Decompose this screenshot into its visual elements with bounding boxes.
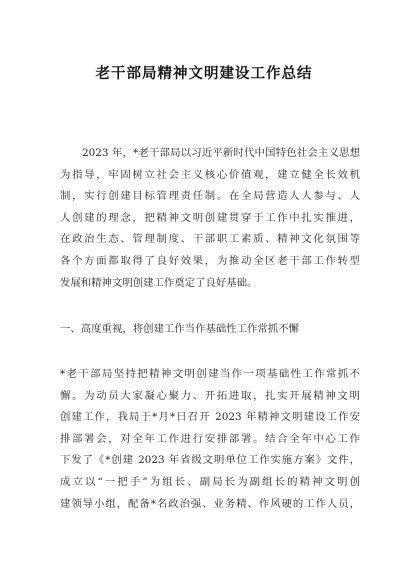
- paragraph-line: 人创建的理念，把精神文明创建贯穿于工作中扎实推进，: [60, 211, 360, 224]
- paragraph-section1: [60, 364, 360, 515]
- paragraph-line: 下发了《*创建 2023 年省级文明单位工作实施方案》文件，: [60, 454, 360, 467]
- paragraph-line: 制，实行创建目标管理责任制。在全局营造人人参与、人: [60, 190, 360, 203]
- paragraph-line: 各个方面都取得了良好效果，为推动全区老干部工作转型: [60, 254, 360, 267]
- paragraph-line: 发展和精神文明创建工作奠定了良好基础。: [60, 276, 258, 289]
- paragraph-line: 在政治生态、管理制度、干部职工素质、精神文化氛围等: [60, 233, 360, 246]
- paragraph-line: *老干部局坚持把精神文明创建当作一项基础性工作常抓不: [60, 368, 360, 380]
- paragraph-line: 建领导小组，配备*名政治强、业务精、作风硬的工作人员，: [60, 497, 360, 510]
- paragraph-line: 懈。为动员大家凝心聚力、开拓进取，扎实开展精神文明: [60, 389, 360, 402]
- section-heading: 一、高度重视，将创建工作当作基础性工作常抓不懈: [60, 323, 299, 335]
- paragraph-intro: [60, 143, 360, 294]
- paragraph-line: 2023 年，*老干部局以习近平新时代中国特色社会主义思想: [82, 147, 360, 159]
- paragraph-line: 排部署会，对全年工作进行安排部署。结合全年中心工作: [60, 432, 360, 445]
- document-title: 老干部局精神文明建设工作总结: [95, 66, 313, 82]
- paragraph-line: 创建工作，我局于*月*日召开 2023 年精神文明建设工作安: [60, 411, 360, 424]
- paragraph-line: 成立以“一把手”为组长、副局长为副组长的精神文明创: [60, 475, 360, 488]
- paragraph-line: 为指导，牢固树立社会主义核心价值观，建立健全长效机: [60, 168, 360, 181]
